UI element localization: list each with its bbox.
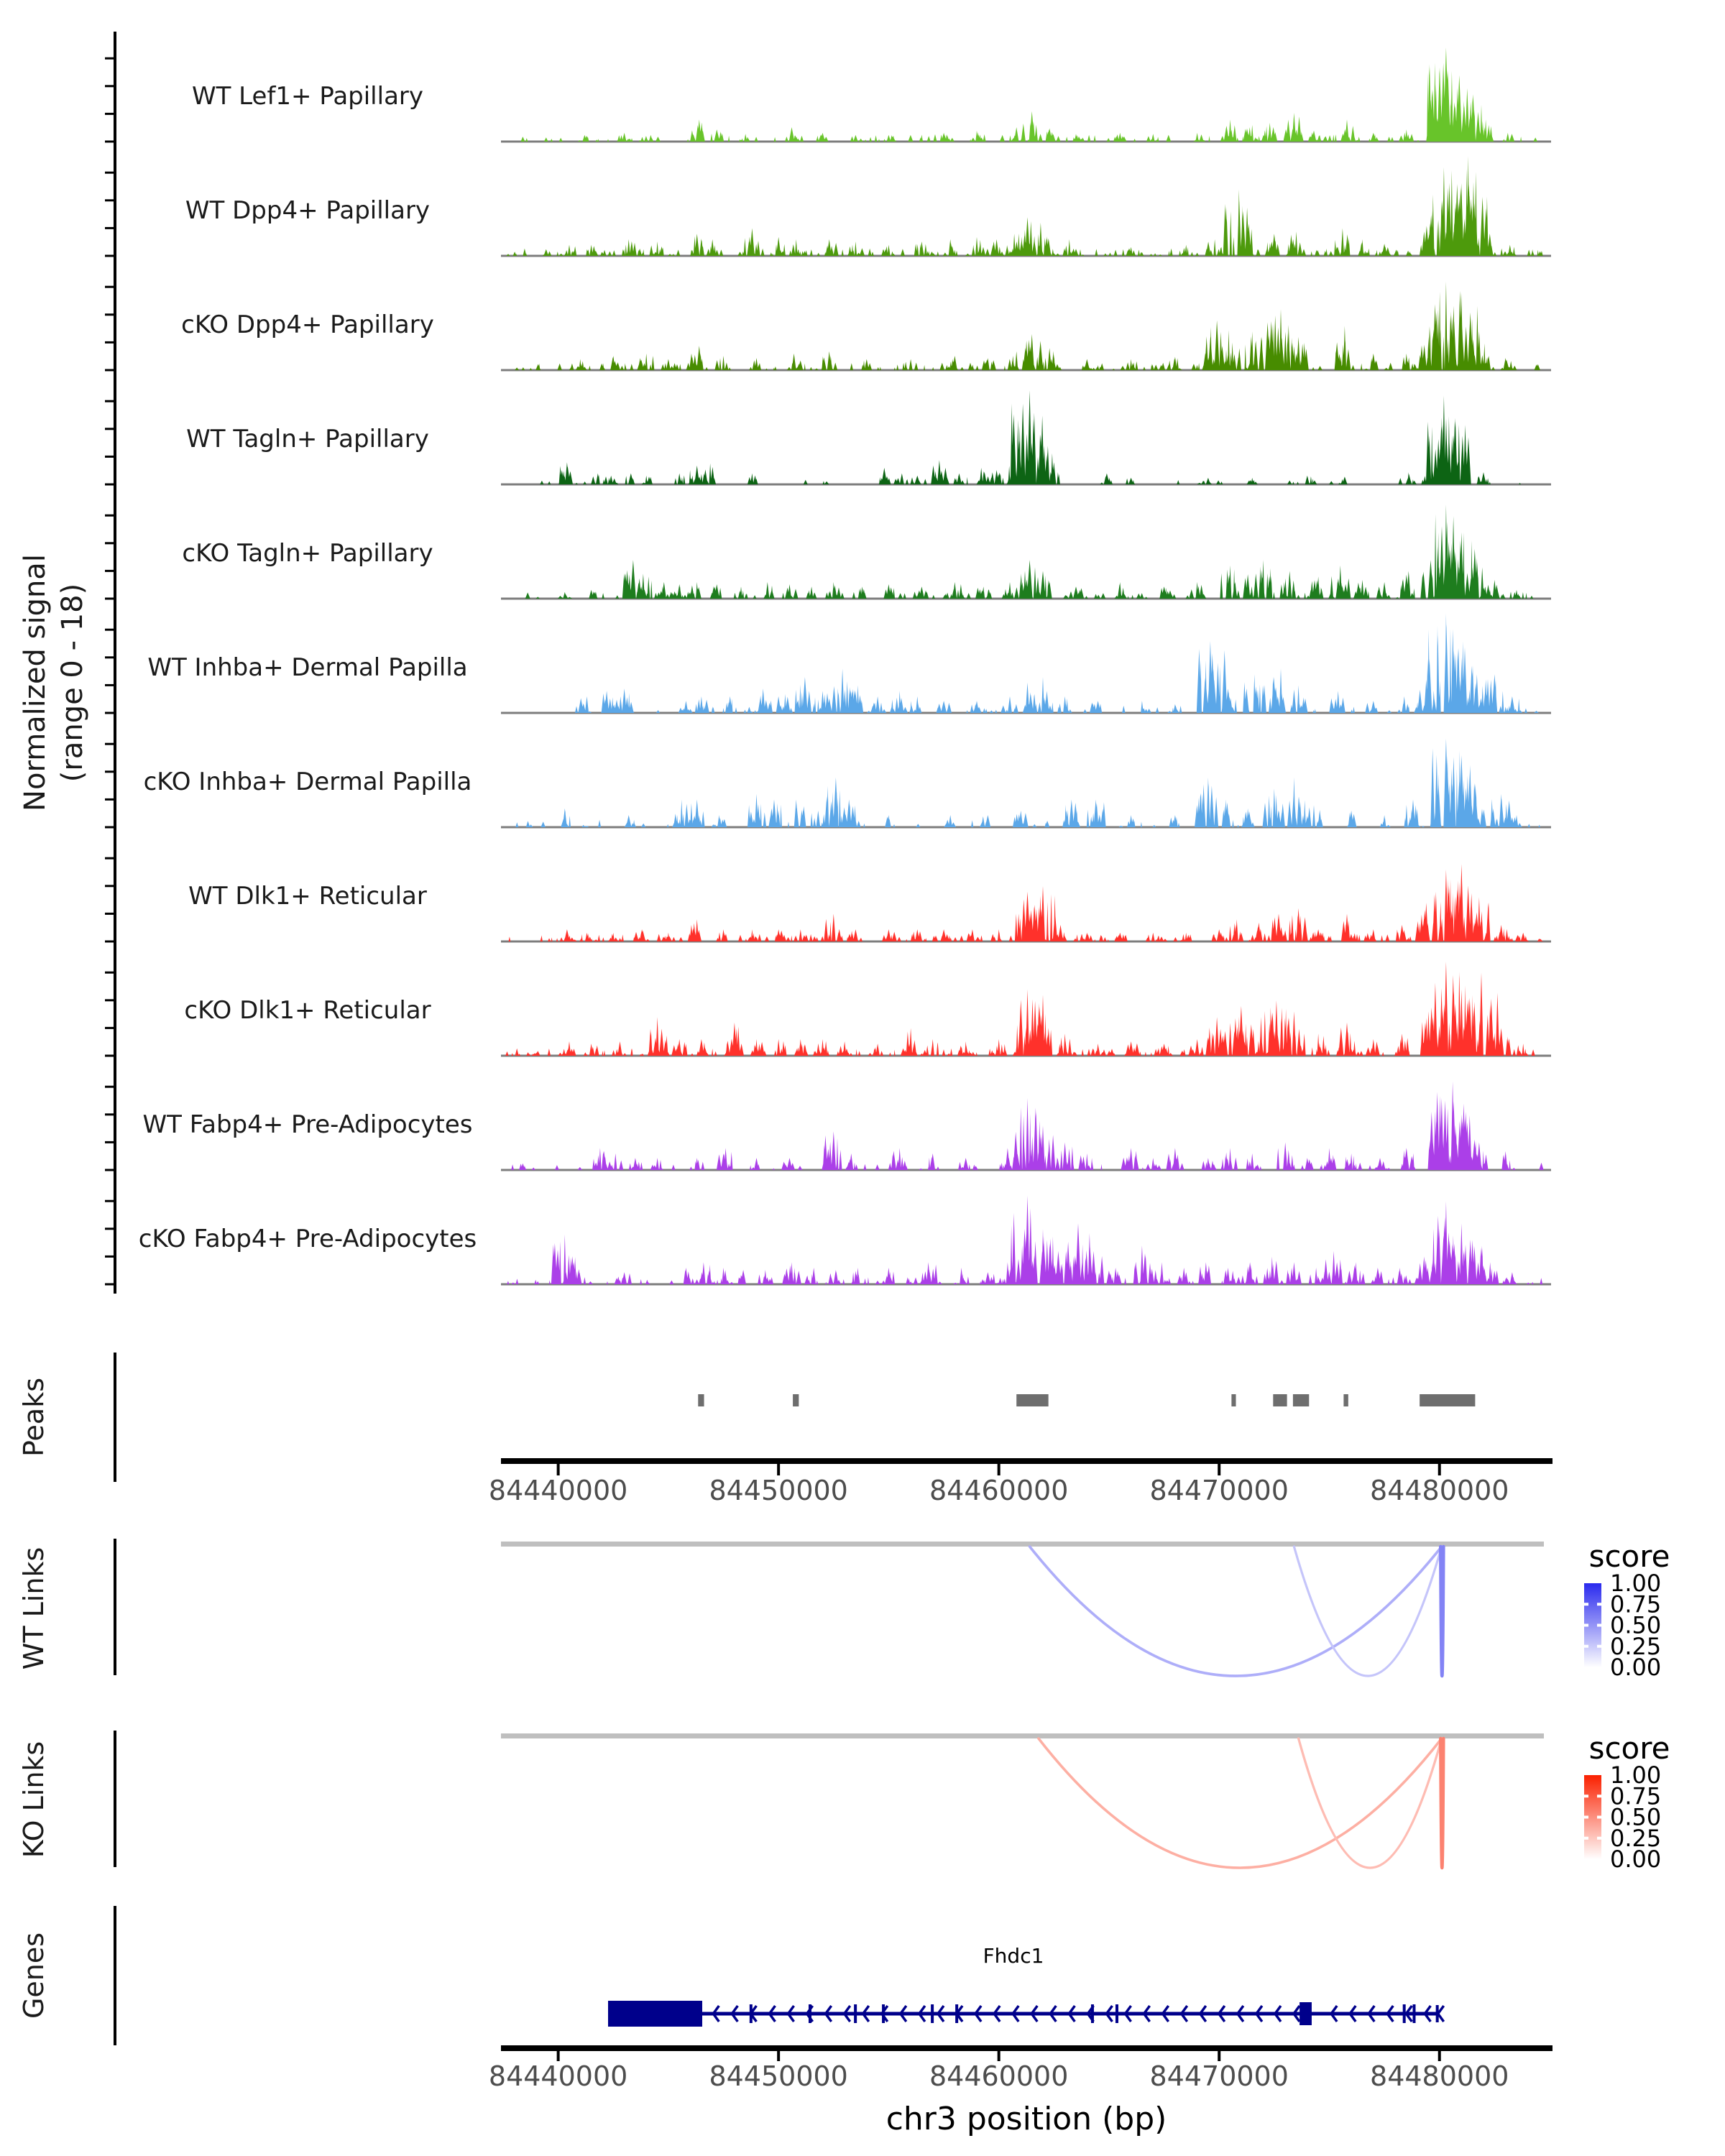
wt-links-track xyxy=(115,1539,1544,1676)
peaks-section-label: Peaks xyxy=(18,1377,50,1457)
track-label: WT Inhba+ Dermal Papilla xyxy=(147,653,468,682)
colorbar-tick xyxy=(1584,1645,1588,1648)
wt-links-track-arc xyxy=(1030,1547,1442,1676)
track-label: WT Tagln+ Papillary xyxy=(186,425,429,453)
track-label: cKO Dlk1+ Reticular xyxy=(184,996,431,1025)
signal-track-5 xyxy=(147,613,1551,713)
track-label: cKO Tagln+ Papillary xyxy=(182,539,433,568)
colorbar-tick xyxy=(1597,1603,1601,1606)
wt-links-section-label: WT Links xyxy=(18,1547,50,1670)
signal-track-2 xyxy=(181,282,1551,370)
signal-track-9 xyxy=(143,1082,1551,1170)
ko-links-track-legend xyxy=(1584,1761,1661,1873)
signal-track-10 xyxy=(139,1196,1551,1284)
signal-area xyxy=(525,505,1534,599)
colorbar-tick xyxy=(1584,1624,1588,1627)
peaks-x-axis-tick-label: 84450000 xyxy=(709,1475,848,1506)
signal-area xyxy=(515,282,1540,370)
wt-links-track-legend-tick-label: 0.75 xyxy=(1610,1590,1662,1618)
signal-area xyxy=(520,47,1537,142)
wt-links-track-legend-tick-label: 0.50 xyxy=(1610,1611,1662,1639)
colorbar-tick xyxy=(1584,1837,1588,1840)
genome-x-axis-tick-label: 84450000 xyxy=(709,2060,848,2092)
signal-area xyxy=(507,156,1543,256)
signal-track-8 xyxy=(184,962,1551,1056)
genes-section-label: Genes xyxy=(18,1932,50,2019)
signal-track-4 xyxy=(182,505,1551,599)
peak-interval xyxy=(1016,1394,1048,1406)
y-axis-label-line2: (range 0 - 18) xyxy=(56,583,89,783)
signal-area xyxy=(575,613,1539,713)
signal-track-3 xyxy=(186,390,1551,484)
signal-track-0 xyxy=(192,47,1551,142)
gene-track xyxy=(115,1906,1444,2045)
peak-interval xyxy=(1420,1394,1475,1406)
signal-area xyxy=(507,1196,1542,1284)
track-label: WT Fabp4+ Pre-Adipocytes xyxy=(142,1110,473,1139)
wt-links-track-arc xyxy=(1440,1547,1443,1676)
gene-exon-tick xyxy=(931,2004,934,2023)
peak-interval xyxy=(1343,1394,1348,1406)
colorbar-tick xyxy=(1584,1795,1588,1797)
signal-track-1 xyxy=(185,156,1551,256)
wt-links-track-region-bar xyxy=(501,1542,1544,1547)
genome-x-axis-tick-label: 84440000 xyxy=(488,2060,628,2092)
signal-track-6 xyxy=(144,739,1551,827)
gene-exon xyxy=(1300,2002,1312,2025)
wt-links-track-legend xyxy=(1584,1570,1661,1681)
track-label: cKO Dpp4+ Papillary xyxy=(181,310,434,339)
peak-interval xyxy=(1231,1394,1236,1406)
wt-links-track-legend-tick-label: 0.00 xyxy=(1610,1654,1662,1681)
colorbar-tick xyxy=(1597,1795,1601,1797)
peak-interval xyxy=(698,1394,704,1406)
genome-x-axis xyxy=(489,2048,1552,2092)
peak-interval xyxy=(793,1394,799,1406)
colorbar-tick xyxy=(1597,1816,1601,1819)
gene-exon-utr xyxy=(608,2001,702,2027)
ko-links-track-arc xyxy=(1440,1738,1443,1868)
ko-links-track-legend-tick-label: 0.75 xyxy=(1610,1782,1662,1810)
signal-area xyxy=(511,1082,1544,1170)
gene-exon-tick xyxy=(1412,2004,1415,2023)
peaks-x-axis-tick-label: 84470000 xyxy=(1149,1475,1289,1506)
wt-links-track-legend-tick-label: 1.00 xyxy=(1610,1570,1662,1597)
peaks-x-axis-tick-label: 84460000 xyxy=(929,1475,1069,1506)
colorbar-tick xyxy=(1597,1837,1601,1840)
signal-area xyxy=(505,962,1535,1056)
ko-links-track-legend-tick-label: 0.00 xyxy=(1610,1846,1662,1873)
signal-area xyxy=(509,864,1543,941)
colorbar-tick xyxy=(1584,1816,1588,1819)
track-label: WT Dpp4+ Papillary xyxy=(185,196,431,225)
ko-links-track-legend-tick-label: 0.25 xyxy=(1610,1824,1662,1852)
peaks-x-axis-tick-label: 84440000 xyxy=(488,1475,628,1506)
signal-track-7 xyxy=(188,864,1551,941)
wt-legend-title: score xyxy=(1588,1539,1670,1574)
wt-links-track-legend-tick-label: 0.25 xyxy=(1610,1632,1662,1660)
ko-links-track xyxy=(115,1731,1544,1868)
track-label: cKO Inhba+ Dermal Papilla xyxy=(143,768,472,796)
colorbar-tick xyxy=(1597,1624,1601,1627)
track-label: WT Dlk1+ Reticular xyxy=(188,882,427,911)
track-label: WT Lef1+ Papillary xyxy=(191,82,424,111)
gene-exon-tick xyxy=(1116,2004,1118,2023)
ko-links-track-legend-tick-label: 0.50 xyxy=(1610,1803,1662,1831)
peaks-x-axis-tick-label: 84480000 xyxy=(1370,1475,1509,1506)
gene-name-label: Fhdc1 xyxy=(983,1944,1044,1968)
peak-interval xyxy=(1293,1394,1309,1406)
signal-area xyxy=(515,739,1540,827)
signal-area xyxy=(540,390,1521,484)
colorbar-tick xyxy=(1584,1603,1588,1606)
colorbar-tick xyxy=(1597,1645,1601,1648)
track-label: cKO Fabp4+ Pre-Adipocytes xyxy=(138,1225,477,1253)
x-axis-title: chr3 position (bp) xyxy=(886,2101,1167,2137)
gene-exon-tick xyxy=(854,2004,857,2023)
ko-links-track-region-bar xyxy=(501,1733,1544,1738)
ko-links-track-legend-tick-label: 1.00 xyxy=(1610,1761,1662,1789)
genome-x-axis-tick-label: 84480000 xyxy=(1370,2060,1509,2092)
ko-links-section-label: KO Links xyxy=(18,1741,50,1858)
y-axis-label-line1: Normalized signal xyxy=(19,554,52,811)
ko-legend-title: score xyxy=(1588,1731,1670,1766)
peak-interval xyxy=(1273,1394,1287,1406)
ko-links-track-arc xyxy=(1039,1738,1442,1868)
peaks-x-axis xyxy=(489,1461,1552,1506)
gene-strand-arrow-icon xyxy=(1438,2006,1444,2022)
genome-x-axis-tick-label: 84460000 xyxy=(929,2060,1069,2092)
genome-x-axis-tick-label: 84470000 xyxy=(1149,2060,1289,2092)
